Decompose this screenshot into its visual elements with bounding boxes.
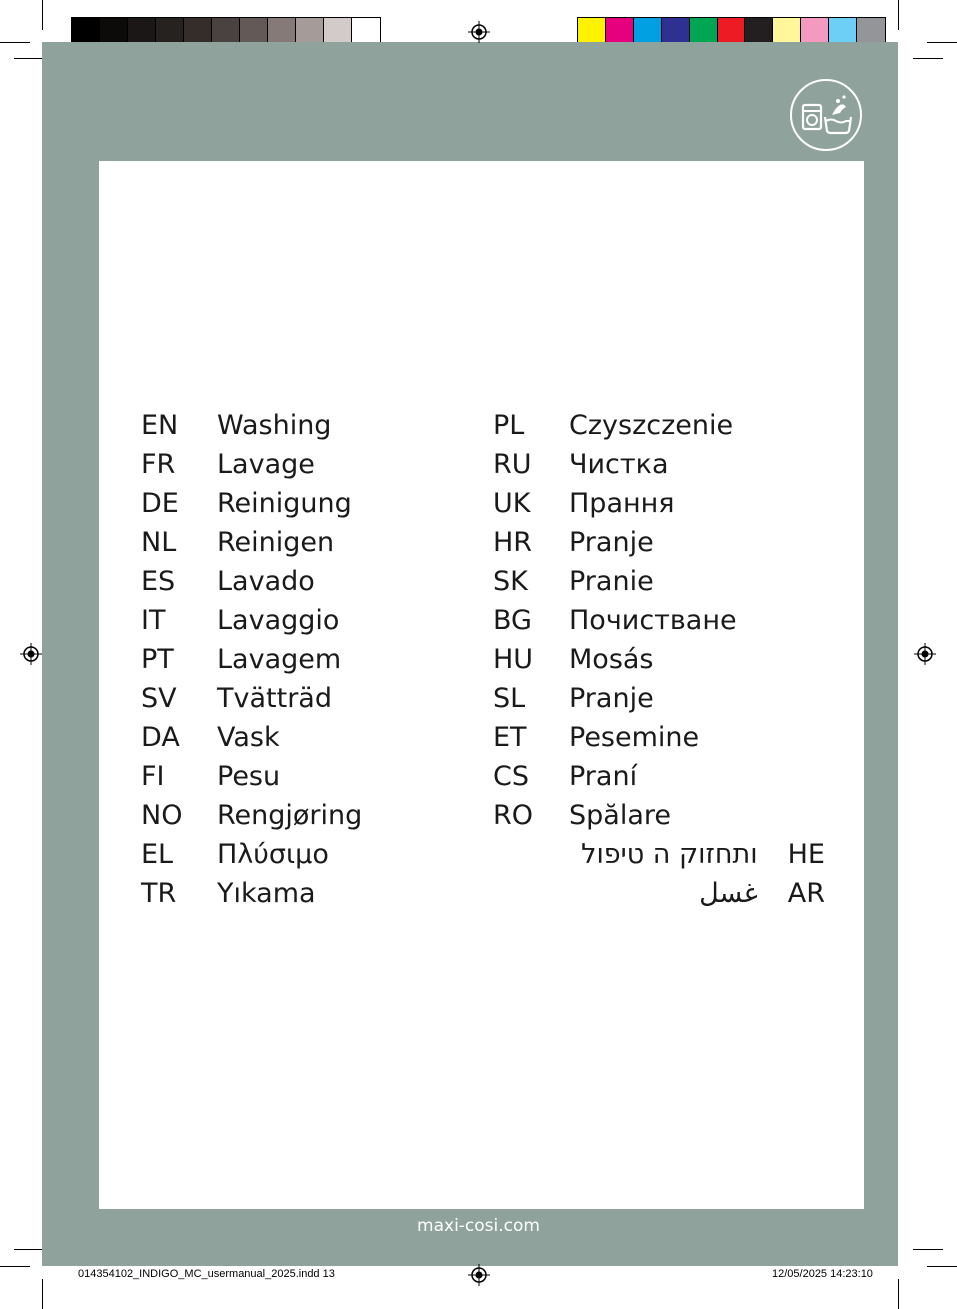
language-code: UK — [493, 487, 531, 519]
language-code: SV — [141, 682, 177, 714]
crop-mark — [0, 1266, 30, 1267]
crop-mark — [42, 0, 43, 30]
translated-term: Pranie — [569, 565, 654, 597]
language-code: ES — [141, 565, 176, 597]
translated-term: Pesemine — [569, 721, 700, 753]
language-row — [141, 836, 329, 872]
translated-term: ותחזוק ה טיפול — [581, 838, 758, 870]
color-swatch — [829, 18, 857, 44]
language-row — [141, 758, 280, 794]
translated-term: Mosás — [569, 643, 654, 675]
language-code: EL — [141, 838, 174, 870]
translated-term: Чистка — [569, 448, 669, 480]
registration-mark-icon — [914, 643, 936, 665]
language-code: IT — [141, 604, 166, 636]
crop-mark — [42, 1279, 43, 1309]
registration-mark-icon — [20, 643, 42, 665]
language-code: HU — [493, 643, 534, 675]
color-swatch — [240, 18, 268, 44]
language-row — [493, 680, 654, 716]
translated-term: غسل — [699, 877, 758, 909]
language-code: FR — [141, 448, 176, 480]
translated-term: Reinigen — [217, 526, 335, 558]
color-swatch — [718, 18, 746, 44]
language-row — [141, 641, 341, 677]
translated-term: Tvätträd — [217, 682, 332, 714]
washing-machine-and-hand-wash-icon — [792, 81, 860, 149]
language-row — [493, 641, 654, 677]
color-swatch — [212, 18, 240, 44]
translated-term: Praní — [569, 760, 638, 792]
language-code: ET — [493, 721, 527, 753]
translated-term: Почистване — [569, 604, 737, 636]
color-swatch — [128, 18, 156, 44]
language-row — [141, 563, 315, 599]
color-swatch — [324, 18, 352, 44]
language-row — [493, 485, 675, 521]
language-code: NO — [141, 799, 183, 831]
translated-term: Pesu — [217, 760, 281, 792]
color-swatch — [773, 18, 801, 44]
language-row — [493, 446, 668, 482]
translated-term: Lavaggio — [217, 604, 340, 636]
crop-mark — [927, 42, 957, 43]
language-code: AR — [787, 877, 825, 909]
language-code: RO — [493, 799, 534, 831]
language-row — [493, 719, 699, 755]
color-swatch — [634, 18, 662, 44]
language-code: SL — [493, 682, 526, 714]
language-code: PL — [493, 409, 525, 441]
language-code: DE — [141, 487, 179, 519]
website-url: maxi-cosi.com — [417, 1216, 540, 1236]
translated-term: Czyszczenie — [569, 409, 734, 441]
color-swatch — [857, 18, 885, 44]
translated-term: Yıkama — [217, 877, 316, 909]
language-row — [493, 407, 733, 443]
translated-term: Rengjøring — [217, 799, 363, 831]
language-row — [141, 485, 352, 521]
color-swatch — [184, 18, 212, 44]
language-code: CS — [493, 760, 529, 792]
language-code: HR — [493, 526, 533, 558]
color-swatch — [296, 18, 324, 44]
language-code: PT — [141, 643, 174, 675]
date-time-slug: 12/05/2025 14:23:10 — [772, 1268, 873, 1280]
language-row-rtl — [581, 836, 825, 872]
crop-mark — [913, 1249, 943, 1250]
language-code: NL — [141, 526, 177, 558]
crop-mark — [14, 1249, 44, 1250]
language-row — [141, 875, 316, 911]
language-row — [493, 602, 737, 638]
translated-term: Прання — [569, 487, 675, 519]
translated-term: Reinigung — [217, 487, 352, 519]
crop-mark — [898, 1279, 899, 1309]
language-code: RU — [493, 448, 532, 480]
crop-mark — [927, 1266, 957, 1267]
language-code: SK — [493, 565, 528, 597]
process-color-bar — [577, 17, 886, 45]
color-swatch — [662, 18, 690, 44]
color-swatch — [352, 18, 380, 44]
language-row — [493, 563, 654, 599]
grayscale-color-bar — [71, 17, 381, 45]
file-name-slug: 014354102_INDIGO_MC_usermanual_2025.indd 13 — [78, 1268, 335, 1280]
language-code: FI — [141, 760, 165, 792]
registration-mark-icon — [468, 21, 490, 43]
color-swatch — [801, 18, 829, 44]
translated-term: Lavage — [217, 448, 315, 480]
language-code: BG — [493, 604, 532, 636]
language-row-rtl — [699, 875, 825, 911]
crop-mark — [14, 58, 44, 59]
registration-mark-icon — [468, 1264, 490, 1286]
language-row — [141, 797, 362, 833]
color-swatch — [268, 18, 296, 44]
color-swatch — [156, 18, 184, 44]
language-code: TR — [141, 877, 177, 909]
language-row — [141, 719, 280, 755]
washing-badge — [790, 79, 862, 151]
language-row — [141, 680, 332, 716]
color-swatch — [690, 18, 718, 44]
color-swatch — [100, 18, 128, 44]
translated-term: Vask — [217, 721, 280, 753]
translated-term: Washing — [217, 409, 332, 441]
color-swatch — [578, 18, 606, 44]
language-code: DA — [141, 721, 180, 753]
language-row — [141, 602, 339, 638]
color-swatch — [606, 18, 634, 44]
translated-term: Lavagem — [217, 643, 342, 675]
language-row — [141, 446, 315, 482]
translated-term: Lavado — [217, 565, 315, 597]
language-row — [493, 524, 654, 560]
language-row — [141, 407, 331, 443]
translated-term: Spălare — [569, 799, 671, 831]
color-swatch — [72, 18, 100, 44]
language-row — [141, 524, 334, 560]
language-row — [493, 758, 637, 794]
language-code: HE — [787, 838, 825, 870]
translated-term: Πλύσιμο — [217, 838, 329, 870]
crop-mark — [0, 42, 30, 43]
translated-term: Pranje — [569, 526, 654, 558]
crop-mark — [898, 0, 899, 30]
language-code: EN — [141, 409, 179, 441]
color-swatch — [745, 18, 773, 44]
language-row — [493, 797, 671, 833]
translated-term: Pranje — [569, 682, 654, 714]
crop-mark — [913, 58, 943, 59]
